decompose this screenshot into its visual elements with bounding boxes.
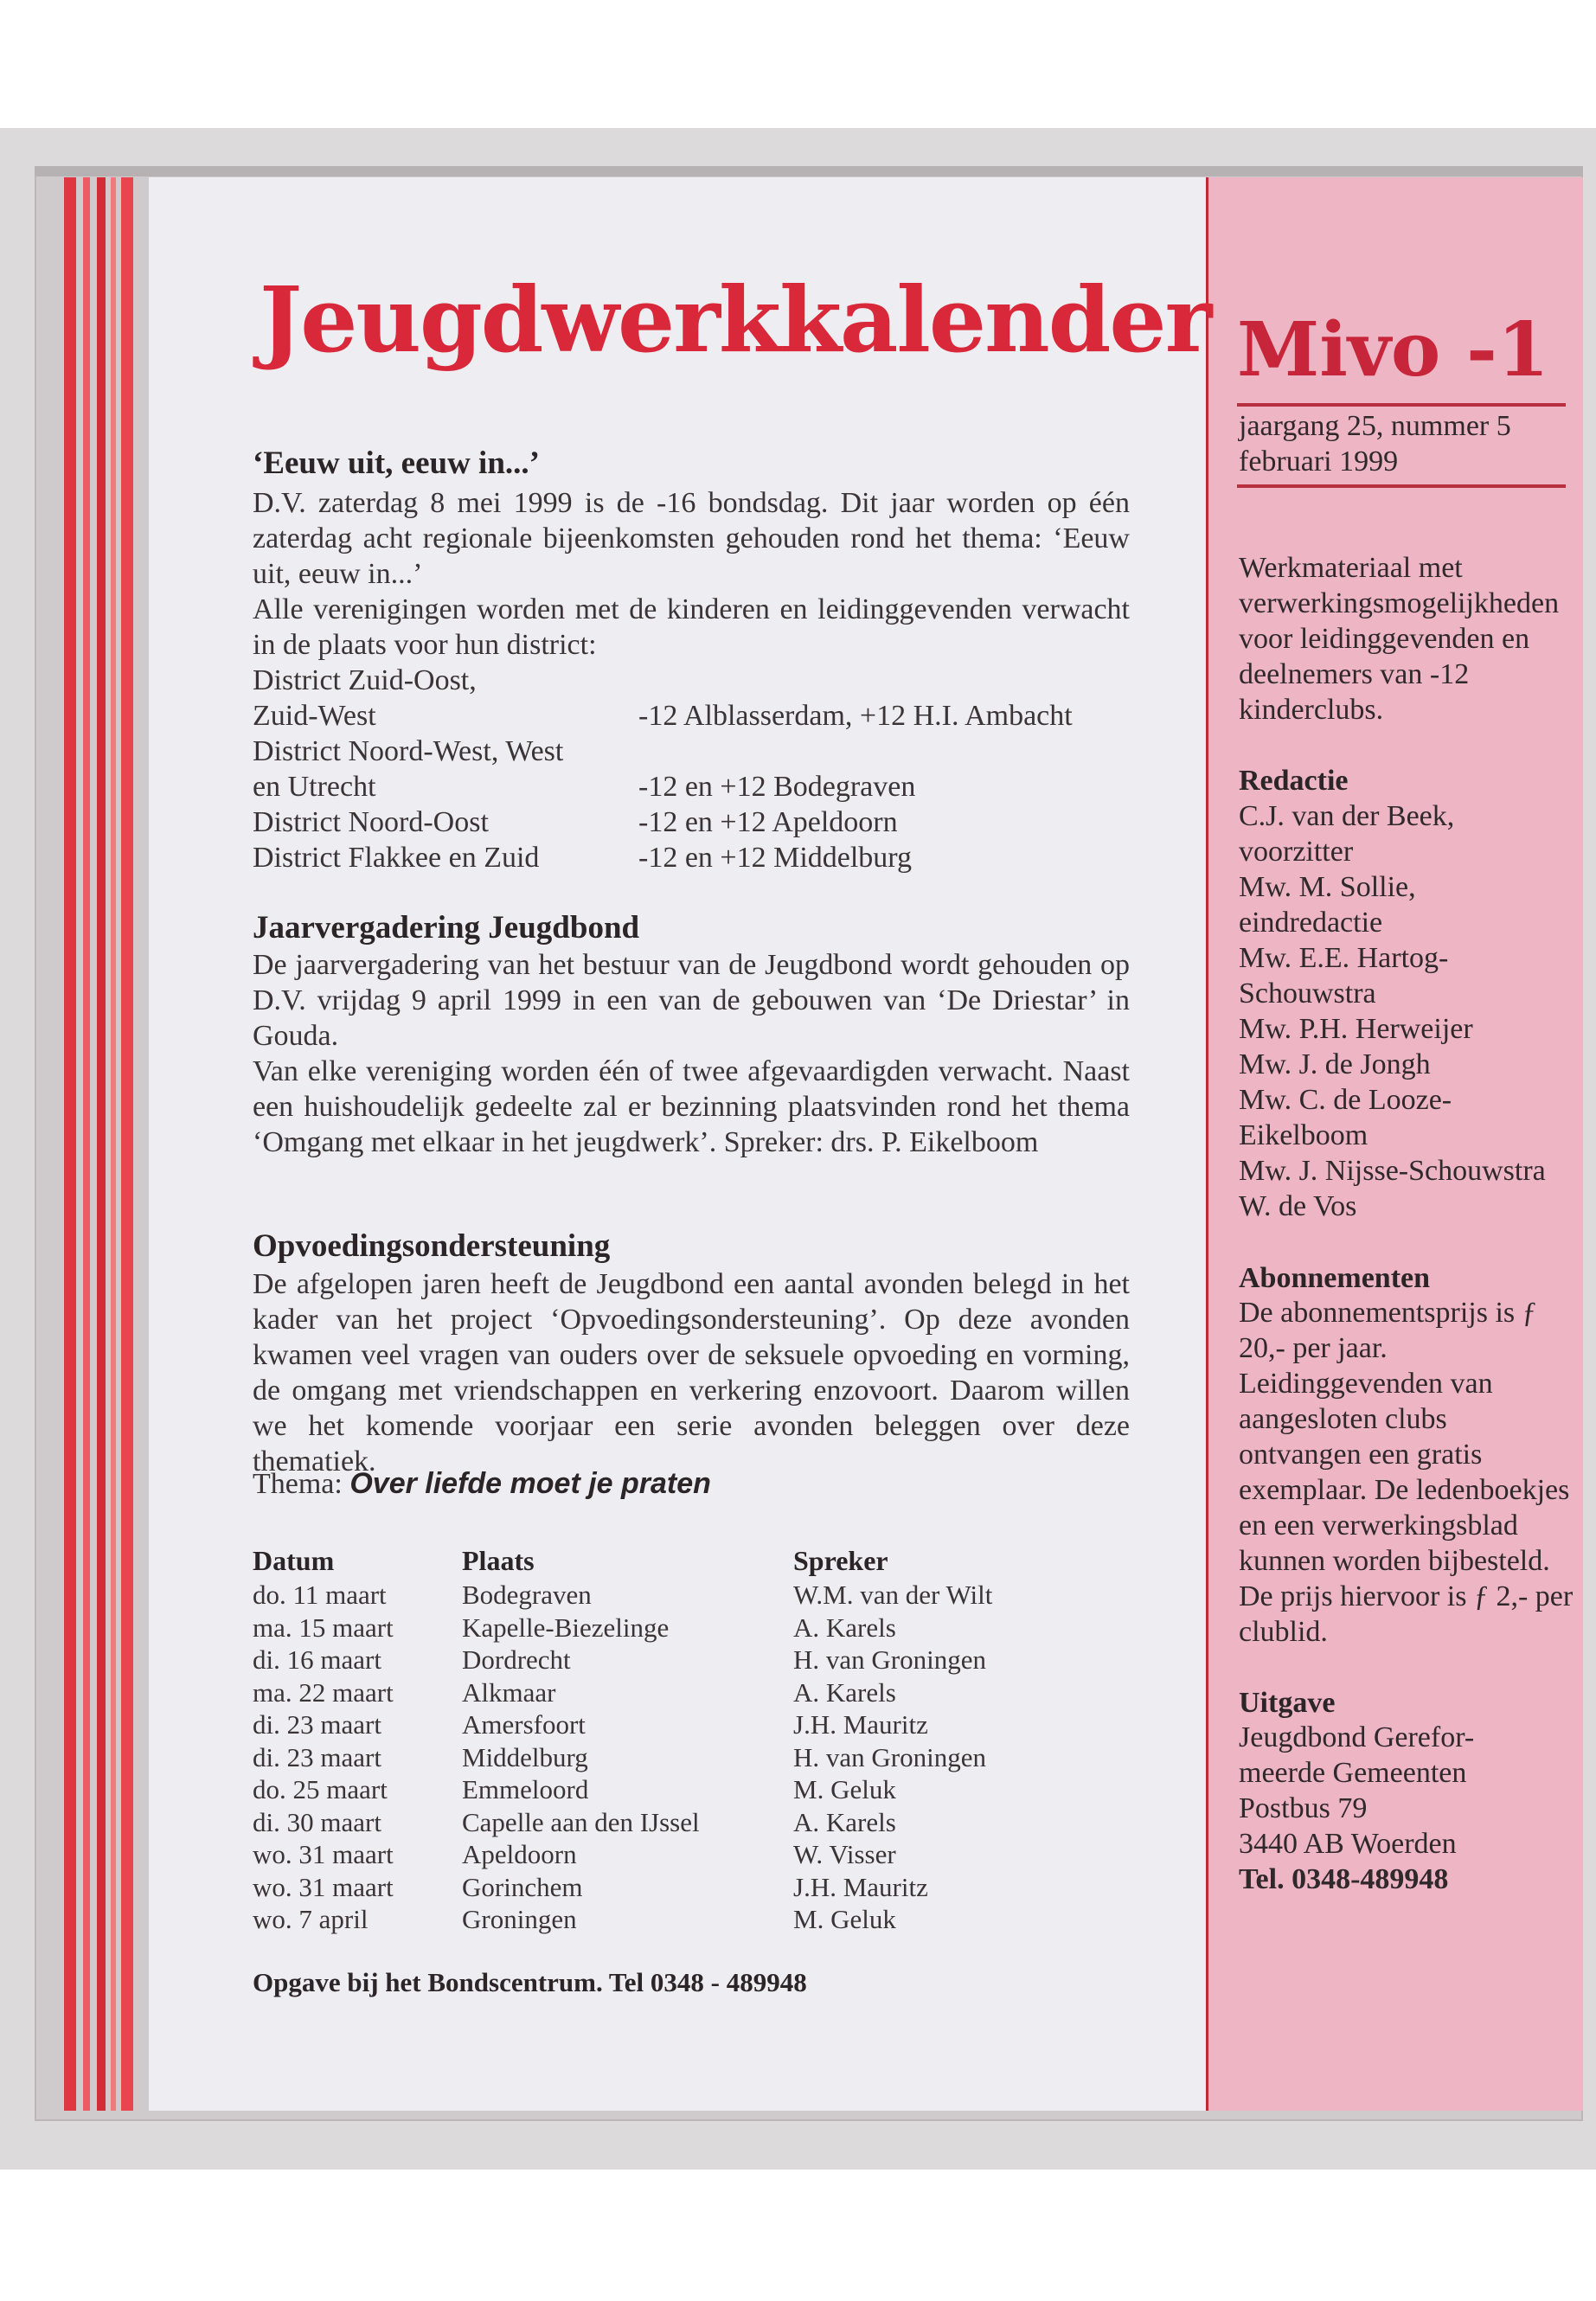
issue-info [1239,408,1576,479]
cell-spreker: W.M. van der Wilt [793,1580,993,1610]
cell-plaats: Gorinchem [462,1871,583,1902]
cell-datum: wo. 7 april [253,1904,369,1934]
district-name: District Noord-West, West [253,735,564,767]
cell-spreker: A. Karels [793,1612,896,1643]
cell-plaats: Bodegraven [462,1580,592,1610]
column-header-plaats: Plaats [462,1545,535,1576]
cell-datum: di. 23 maart [253,1709,381,1740]
thema-line [253,1466,711,1502]
cell-datum: wo. 31 maart [253,1839,394,1869]
district-name: District Zuid-Oost, [253,664,477,696]
thema-value: Over liefde moet je praten [349,1467,711,1500]
page-edge-stack [121,177,133,2111]
list-item: Mw. J. de Jongh [1239,1048,1431,1080]
section-paragraph: Van elke vereniging worden één of twee afgevaardigden verwacht. Naast een huishoudelijk gedeelte zal er bezinning plaatsvinden rond het thema ‘Omgang met elkaar in het jeugdwerk’. Spreker: drs. P. Eikelboom [253,1055,1130,1158]
address-line: Postbus 79 [1239,1792,1368,1824]
cell-spreker: W. Visser [793,1839,896,1869]
section-paragraph: De jaarvergadering van het bestuur van de Jeugdbond wordt gehouden op D.V. vrijdag 9 april 1999 in een van de gebouwen van ‘De Driestar’ in Gouda. [253,949,1130,1052]
district-location: -12 Alblasserdam, +12 H.I. Ambacht [638,700,1073,732]
footer-note: Opgave bij het Bondscentrum. Tel 0348 - 489948 [253,1967,807,1997]
issue-volume: jaargang 25, nummer 5 [1239,410,1511,442]
address-line: 3440 AB Woerden [1239,1828,1457,1860]
sidebar-title: Mivo -1 [1237,313,1549,388]
redactie-list [1239,798,1576,1224]
list-item: Mw. P.H. Herweijer [1239,1013,1473,1045]
cell-datum: ma. 15 maart [253,1612,394,1643]
list-item: C.J. van der Beek, [1239,800,1455,832]
list-item: voorzitter [1239,836,1354,868]
list-item: Mw. E.E. Hartog- [1239,942,1449,974]
cell-spreker: H. van Groningen [793,1741,986,1772]
cell-plaats: Amersfoort [462,1709,586,1740]
district-location: -12 en +12 Bodegraven [638,771,916,803]
column-header-datum: Datum [253,1545,335,1576]
list-item: Mw. M. Sollie, [1239,871,1416,903]
district-name: District Flakkee en Zuid [253,842,540,874]
list-item: W. de Vos [1239,1190,1357,1222]
cell-datum: wo. 31 maart [253,1871,394,1902]
district-name: Zuid-West [253,700,376,732]
cell-spreker: H. van Groningen [793,1644,986,1675]
sidebar-rule [1237,484,1566,488]
cell-plaats: Middelburg [462,1741,588,1772]
section-paragraph: D.V. zaterdag 8 mei 1999 is de -16 bondsdag. Dit jaar worden op één zaterdag acht regionale bijeenkomsten gehouden rond het thema: ‘Eeuw uit, eeuw in...’ [253,487,1130,590]
redactie-heading: Redactie [1239,765,1349,797]
section-heading-jaarvergadering: Jaarvergadering Jeugdbond [253,910,640,945]
telephone-number: Tel. 0348-489948 [1239,1863,1449,1895]
cell-plaats: Capelle aan den IJssel [462,1806,700,1837]
cell-plaats: Kapelle-Biezelinge [462,1612,670,1643]
cell-spreker: M. Geluk [793,1904,896,1934]
cell-plaats: Groningen [462,1904,577,1934]
district-location: -12 en +12 Middelburg [638,842,913,874]
page-edge-stack [97,177,106,2111]
section-heading-eeuw: ‘Eeuw uit, eeuw in...’ [253,445,540,481]
list-item: Mw. J. Nijsse-Schouwstra [1239,1155,1546,1187]
abonnementen-text: De abonnementsprijs is ƒ 20,- per jaar. Leidinggevenden van aangesloten clubs ontvangen een gratis exemplaar. De ledenboekjes en een verwerkingsblad kunnen worden bijbesteld. De prijs hiervoor is ƒ 2,- per clublid. [1239,1297,1574,1648]
section-paragraph: Alle verenigingen worden met de kinderen en leidinggevenden verwacht in de plaats voor hun district: [253,593,1130,661]
district-name: District Noord-Oost [253,806,489,838]
page-edge-stack [83,177,90,2111]
cell-datum: di. 30 maart [253,1806,381,1837]
cell-spreker: J.H. Mauritz [793,1709,928,1740]
address-line: Jeugdbond Gerefor- [1239,1721,1475,1753]
list-item: Mw. C. de Looze- [1239,1084,1452,1116]
sidebar-rule [1237,403,1566,407]
cell-datum: di. 16 maart [253,1644,381,1675]
cell-spreker: M. Geluk [793,1774,896,1804]
uitgave-heading: Uitgave [1239,1687,1336,1719]
cell-datum: do. 25 maart [253,1774,388,1804]
cell-plaats: Apeldoorn [462,1839,577,1869]
sidebar-intro: Werkmateriaal met verwerkingsmogelijkheden voor leidinggevenden en deelnemers van -12 kinderclubs. [1239,552,1560,726]
column-header-spreker: Spreker [793,1545,888,1576]
section-heading-opvoeding: Opvoedingsondersteuning [253,1228,611,1264]
cell-datum: di. 23 maart [253,1741,381,1772]
uitgave-address [1239,1720,1576,1897]
cell-datum: do. 11 maart [253,1580,387,1610]
cell-spreker: A. Karels [793,1806,896,1837]
district-location: -12 en +12 Apeldoorn [638,806,898,838]
list-item: eindredactie [1239,907,1383,939]
page-edge-stack [64,177,76,2111]
district-name: en Utrecht [253,771,376,803]
thema-label: Thema: [253,1468,343,1500]
binder-top-edge [35,166,1583,176]
cell-spreker: J.H. Mauritz [793,1871,928,1902]
abonnementen-heading: Abonnementen [1239,1262,1431,1294]
page-title: Jeugdwerkkalender [260,266,1211,373]
cell-plaats: Emmeloord [462,1774,589,1804]
cell-plaats: Dordrecht [462,1644,571,1675]
list-item: Schouwstra [1239,977,1376,1009]
page-edge-stack [111,177,116,2111]
cell-datum: ma. 22 maart [253,1676,394,1708]
cell-plaats: Alkmaar [462,1676,556,1708]
address-line: meerde Gemeenten [1239,1757,1467,1789]
issue-date: februari 1999 [1239,445,1399,478]
section-paragraph: De afgelopen jaren heeft de Jeugdbond een aantal avonden belegd in het kader van het project ‘Opvoedingsondersteuning’. Op deze avonden kwamen veel vragen van ouders over de seksuele opvoeding en vorming, de omgang met vriendschappen en verkering enzovoort. Daarom willen we het komende voorjaar een serie avonden beleggen over deze thematiek. [253,1268,1130,1477]
list-item: Eikelboom [1239,1119,1368,1151]
cell-spreker: A. Karels [793,1676,896,1708]
